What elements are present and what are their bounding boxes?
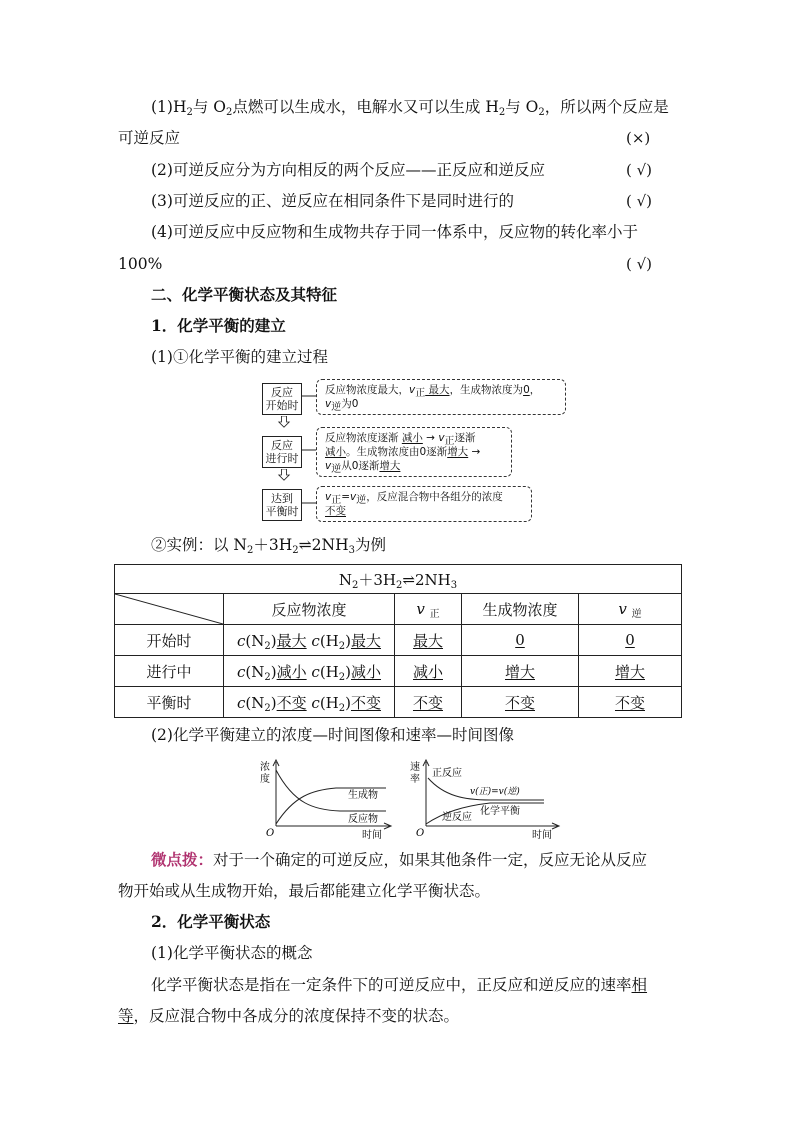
tip-label: 微点拨： [151, 850, 214, 869]
y-axis-label: 浓 [260, 762, 270, 773]
curve-label-forward: 正反应 [432, 768, 462, 779]
question-1: $(1)H_2$与 $O_2$点燃可以生成水，电解水又可以生成 $H_2$与 $O_2$，所以两个反应是 [151, 98, 669, 118]
stage-equilibrium-box: 达到 平衡时 [262, 489, 302, 521]
header-v-reverse: v $_逆$ [579, 594, 682, 625]
concept-line-2: 等，反应混合物中各成分的浓度保持不变的状态。 [118, 1007, 460, 1025]
v-forward-cell: 不变 [395, 687, 462, 718]
subsection-2-title: 2．化学平衡状态 [151, 912, 271, 931]
question-1-cont: 可逆反应 [118, 129, 181, 147]
equilibrium-arrow-icon: ⇌ [402, 570, 415, 589]
desc-progress: 反应物浓度逐渐 减小 → $v_正$逐渐 减小。生成物浓度由0逐渐增大 → $v_逆$从0逐渐增大 [316, 427, 512, 477]
stage-progress-box: 反应 进行时 [262, 436, 302, 468]
curve-label-product: 生成物 [348, 790, 378, 801]
subsection-1-title: 1．化学平衡的建立 [151, 316, 286, 335]
example-line: ②实例：以 $N_2+3H_2\rightleftharpoons 2NH_3$为例 [151, 536, 386, 556]
header-reactant-conc: 反应物浓度 [224, 594, 395, 625]
equilibrium-table [114, 564, 682, 718]
header-product-conc: 生成物浓度 [462, 594, 579, 625]
desc-start: 反应物浓度最大，$v_正$ 最大，生成物浓度为0， $v_逆$为0 [316, 379, 566, 415]
stage-start-box: 反应 开始时 [262, 383, 302, 415]
y-axis-label: 率 [410, 774, 420, 785]
y-axis-label: 度 [260, 774, 270, 785]
desc-equilibrium: $v_正=v_逆$，反应混合物中各组分的浓度 不变 [316, 486, 532, 522]
equilibrium-arrow-icon: ⇌ [298, 536, 312, 554]
down-arrow-icon [277, 469, 291, 481]
row-label: 进行中 [115, 656, 224, 687]
equal-rate-label: v(正)=v(逆) [470, 787, 520, 797]
header-v-forward: v $_正$ [395, 594, 462, 625]
reactant-cell: $c(N_2)$不变 $c(H_2)$不变 [224, 687, 395, 718]
reactant-cell: $c(N_2)$减小 $c(H_2)$减小 [224, 656, 395, 687]
answer-mark-3: ( √) [626, 192, 653, 210]
subsection-2-1: (1)化学平衡状态的概念 [151, 944, 313, 962]
rate-time-graph [404, 756, 568, 840]
origin-label: O [266, 828, 275, 839]
answer-mark-4: ( √) [626, 255, 653, 273]
table-row [115, 687, 682, 718]
row-label: 平衡时 [115, 687, 224, 718]
tip-line-2: 物开始或从生成物开始，最后都能建立化学平衡状态。 [118, 882, 491, 900]
question-4: (4)可逆反应中反应物和生成物共存于同一体系中，反应物的转化率小于 [151, 223, 638, 241]
curve-label-reactant: 反应物 [348, 814, 378, 825]
v-reverse-cell: 不变 [579, 687, 682, 718]
concentration-time-graph [254, 756, 400, 840]
section-title: 二、化学平衡状态及其特征 [151, 285, 338, 304]
question-4-cont: 100% [118, 255, 163, 273]
product-cell: 增大 [462, 656, 579, 687]
answer-mark-2: ( √) [626, 161, 653, 179]
product-cell: 不变 [462, 687, 579, 718]
v-reverse-cell: 增大 [579, 656, 682, 687]
question-2: (2)可逆反应分为方向相反的两个反应——正反应和逆反应 [151, 161, 545, 179]
curve-label-reverse: 逆反应 [442, 812, 472, 823]
product-cell: 0 [462, 625, 579, 656]
concept-line-1: 化学平衡状态是指在一定条件下的可逆反应中，正反应和逆反应的速率相 [151, 976, 648, 994]
origin-label: O [416, 828, 425, 839]
v-reverse-cell: 0 [579, 625, 682, 656]
answer-mark-1: (×) [626, 129, 651, 147]
x-axis-label: 时间 [362, 830, 382, 840]
y-axis-label: 速 [410, 762, 420, 773]
table-title: $N_2+3H_2\rightleftharpoons 2NH_3$ [115, 565, 682, 594]
reactant-cell: $c(N_2)$最大 $c(H_2)$最大 [224, 625, 395, 656]
equilibrium-label: 化学平衡 [480, 806, 520, 817]
diagonal-header-cell [115, 594, 224, 625]
tip-line-1: 微点拨：对于一个确定的可逆反应，如果其他条件一定，反应无论从反应 [151, 850, 648, 869]
down-arrow-icon [277, 416, 291, 428]
x-axis-label: 时间 [532, 830, 552, 840]
row-label: 开始时 [115, 625, 224, 656]
v-forward-cell: 最大 [395, 625, 462, 656]
question-3: (3)可逆反应的正、逆反应在相同条件下是同时进行的 [151, 192, 514, 210]
table-row [115, 656, 682, 687]
v-forward-cell: 减小 [395, 656, 462, 687]
subsection-1-2: (2)化学平衡建立的浓度—时间图像和速率—时间图像 [151, 726, 514, 744]
subsection-1-1: (1)①化学平衡的建立过程 [151, 348, 328, 366]
table-row [115, 625, 682, 656]
